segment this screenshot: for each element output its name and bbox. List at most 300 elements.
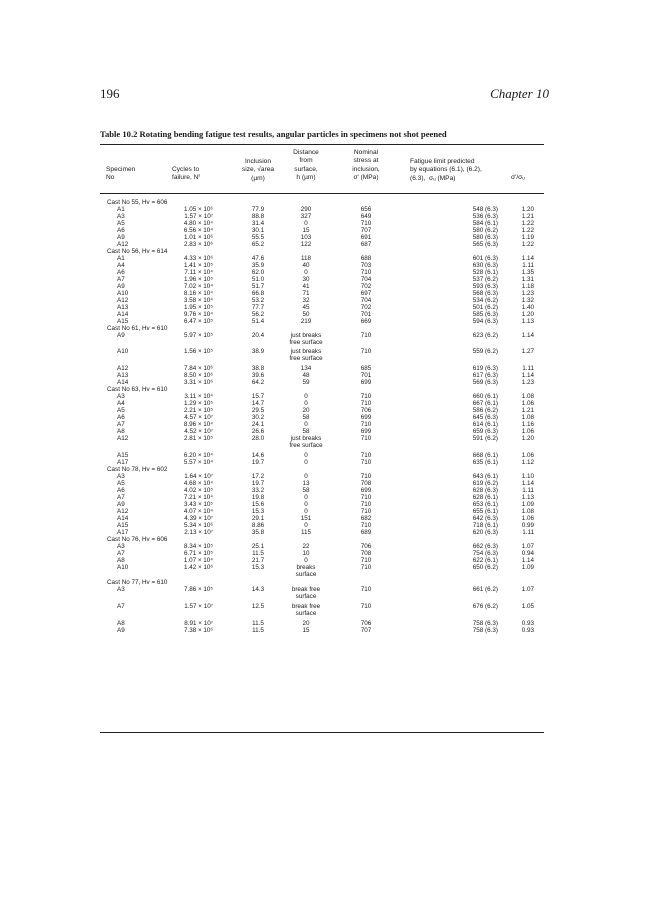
distance-note: surface: [295, 571, 317, 578]
table-row: [0, 543, 649, 550]
table-row: [0, 459, 649, 466]
ratio-cell: 1.14: [521, 331, 534, 339]
inclusion-cell: 8.86: [251, 522, 265, 529]
stress-cell: 710: [360, 564, 372, 571]
table-row: [0, 365, 649, 372]
fatigue-cell: 758 (6.3): [472, 620, 498, 627]
cycles-cell: 4.57 × 10⁷: [184, 414, 213, 421]
stress-cell: 710: [360, 603, 372, 610]
distance-cell: 0: [304, 393, 308, 400]
inclusion-cell: 35.9: [251, 261, 265, 269]
distance-cell: 22: [302, 543, 310, 550]
stress-cell: 710: [360, 219, 372, 227]
stress-cell: 710: [360, 400, 372, 407]
fatigue-cell: 565 (6.3): [472, 240, 498, 248]
inclusion-cell: 38.9: [251, 348, 265, 355]
specimen-cell: A10: [117, 564, 129, 571]
inclusion-cell: 51.0: [251, 275, 265, 283]
cycles-cell: 4.68 × 10⁴: [183, 480, 213, 487]
cycles-cell: 1.07 × 10⁴: [183, 557, 213, 564]
specimen-cell: A7: [117, 421, 125, 428]
cycles-cell: 3.58 × 10⁴: [183, 296, 213, 304]
fatigue-cell: 594 (6.3): [472, 317, 498, 325]
inclusion-cell: 51.7: [251, 282, 265, 290]
cast-group-label: Cast No 76, Hv = 606: [107, 536, 168, 543]
stress-cell: 710: [360, 452, 372, 459]
table-row: [0, 428, 649, 435]
table-row: [0, 311, 649, 318]
stress-cell: 703: [360, 261, 372, 269]
fatigue-cell: 534 (6.2): [472, 296, 498, 304]
table-row: [0, 522, 649, 529]
distance-cell: 115: [300, 529, 312, 536]
cycles-cell: 4.80 × 10⁴: [183, 219, 213, 227]
table-row: [0, 564, 649, 571]
inclusion-cell: 26.6: [251, 428, 265, 435]
cycles-cell: 2.21 × 10⁵: [183, 407, 213, 414]
cycles-cell: 3.43 × 10⁵: [183, 501, 213, 508]
cycles-cell: 8.50 × 10⁶: [183, 372, 213, 379]
ratio-cell: 1.09: [521, 564, 534, 571]
cycles-cell: 7.11 × 10⁴: [184, 268, 213, 276]
table-row: [0, 407, 649, 414]
stress-cell: 704: [360, 296, 372, 304]
specimen-cell: A12: [117, 365, 129, 372]
stress-cell: 688: [360, 254, 372, 262]
specimen-cell: A4: [117, 261, 125, 269]
inclusion-cell: 66.8: [251, 289, 265, 297]
distance-cell: breaks: [296, 564, 316, 571]
fatigue-cell: 650 (6.2): [472, 564, 498, 571]
ratio-cell: 1.35: [521, 268, 534, 276]
stress-cell: 701: [360, 372, 372, 379]
ratio-cell: 1.27: [521, 348, 534, 355]
table-row: [0, 269, 649, 276]
fatigue-cell: 661 (6.2): [472, 586, 498, 593]
specimen-cell: A6: [117, 414, 125, 421]
table-row: [0, 262, 649, 269]
stress-cell: 697: [360, 289, 372, 297]
ratio-cell: 1.22: [521, 240, 534, 248]
cycles-cell: 7.84 × 10⁶: [183, 365, 213, 372]
fatigue-cell: 580 (6.2): [472, 226, 498, 234]
specimen-cell: A9: [117, 331, 125, 339]
ratio-cell: 0.93: [521, 627, 534, 634]
inclusion-cell: 30.1: [251, 226, 265, 234]
table-row: [0, 494, 649, 501]
cycles-cell: 2.13 × 10⁷: [184, 529, 213, 536]
ratio-cell: 1.16: [521, 421, 534, 428]
fatigue-cell: 536 (6.3): [472, 212, 498, 220]
table-row: [0, 241, 649, 248]
distance-cell: 0: [304, 459, 308, 466]
fatigue-cell: 643 (6.1): [472, 473, 498, 480]
cycles-cell: 2.81 × 10⁵: [183, 435, 213, 442]
stress-cell: 689: [360, 529, 372, 536]
ratio-cell: 1.11: [522, 529, 534, 536]
inclusion-cell: 15.3: [251, 508, 265, 515]
distance-cell: 59: [302, 379, 310, 386]
cycles-cell: 1.42 × 10⁶: [183, 564, 213, 571]
table-row: [0, 487, 649, 494]
specimen-cell: A3: [117, 543, 125, 550]
stress-cell: 656: [360, 205, 372, 213]
distance-note: surface: [295, 610, 317, 617]
specimen-cell: A3: [117, 393, 125, 400]
cycles-cell: 7.38 × 10⁶: [183, 627, 213, 634]
ratio-cell: 1.20: [521, 205, 534, 213]
inclusion-cell: 77.7: [251, 303, 265, 311]
ratio-cell: 1.18: [521, 282, 534, 290]
ratio-cell: 1.14: [521, 372, 534, 379]
ratio-cell: 1.13: [521, 317, 534, 325]
inclusion-cell: 14.3: [251, 586, 265, 593]
fatigue-cell: 718 (6.1): [472, 522, 498, 529]
specimen-cell: A12: [117, 296, 129, 304]
cycles-cell: 9.76 × 10⁴: [183, 310, 213, 318]
cycles-cell: 1.57 × 10⁷: [184, 212, 213, 220]
cycles-cell: 6.71 × 10⁵: [183, 550, 213, 557]
table-row: [0, 414, 649, 421]
cycles-cell: 5.97 × 10⁵: [183, 331, 213, 339]
distance-cell: 290: [300, 205, 312, 213]
cycles-cell: 5.57 × 10⁴: [183, 459, 213, 466]
inclusion-cell: 25.1: [251, 543, 265, 550]
inclusion-cell: 14.6: [251, 452, 265, 459]
ratio-cell: 1.20: [521, 310, 534, 318]
cycles-cell: 3.11 × 10⁴: [184, 393, 213, 400]
ratio-cell: 0.94: [521, 550, 534, 557]
distance-cell: 0: [304, 501, 308, 508]
fatigue-cell: 619 (6.3): [472, 365, 498, 372]
distance-cell: 13: [302, 480, 310, 487]
col-header-fatigue: Fatigue limit predicted by equations (6.1), (6.2), (6.3), σᵤ (MPa): [410, 158, 482, 182]
inclusion-cell: 56.2: [251, 310, 265, 318]
inclusion-cell: 21.7: [251, 557, 265, 564]
distance-cell: 50: [302, 310, 310, 318]
cycles-cell: 1.29 × 10⁵: [183, 400, 213, 407]
cycles-cell: 7.02 × 10⁴: [183, 282, 213, 290]
fatigue-cell: 568 (6.3): [472, 289, 498, 297]
fatigue-cell: 754 (6.3): [472, 550, 498, 557]
table-row: [0, 603, 649, 610]
inclusion-cell: 29.1: [251, 515, 265, 522]
specimen-cell: A14: [117, 515, 129, 522]
cycles-cell: 2.83 × 10⁶: [183, 240, 213, 248]
stress-cell: 710: [360, 435, 372, 442]
specimen-cell: A7: [117, 550, 125, 557]
stress-cell: 707: [360, 627, 372, 634]
table-row: [0, 586, 649, 593]
table-row: [0, 220, 649, 227]
table-row: [0, 480, 649, 487]
specimen-cell: A6: [117, 487, 125, 494]
specimen-cell: A10: [117, 348, 129, 355]
fatigue-cell: 620 (6.3): [472, 529, 498, 536]
specimen-cell: A9: [117, 501, 125, 508]
stress-cell: 702: [360, 303, 372, 311]
stress-cell: 708: [360, 550, 372, 557]
inclusion-cell: 51.4: [251, 317, 265, 325]
distance-cell: 0: [304, 522, 308, 529]
inclusion-cell: 14.7: [251, 400, 265, 407]
stress-cell: 710: [360, 393, 372, 400]
distance-note: free surface: [289, 355, 323, 362]
ratio-cell: 1.21: [521, 212, 534, 220]
col-header-inclusion: Inclusion size, √area (µm): [241, 158, 275, 182]
stress-cell: 699: [360, 414, 372, 421]
table-row: [0, 515, 649, 522]
header-rule: [100, 193, 544, 194]
table-row: [0, 318, 649, 325]
ratio-cell: 0.93: [521, 620, 534, 627]
fatigue-cell: 593 (6.3): [472, 282, 498, 290]
stress-cell: 649: [360, 212, 372, 220]
inclusion-cell: 35.8: [251, 529, 265, 536]
inclusion-cell: 20.4: [251, 331, 265, 339]
distance-cell: just breaks: [290, 435, 322, 442]
ratio-cell: 1.14: [521, 557, 534, 564]
specimen-cell: A17: [117, 529, 129, 536]
cast-group-label: Cast No 55, Hv = 606: [107, 199, 168, 206]
table-row: [0, 234, 649, 241]
inclusion-cell: 11.5: [252, 550, 264, 557]
stress-cell: 710: [360, 557, 372, 564]
fatigue-cell: 628 (6.3): [472, 487, 498, 494]
ratio-cell: 1.20: [521, 435, 534, 442]
ratio-cell: 1.06: [521, 452, 534, 459]
table-row: [0, 620, 649, 627]
bottom-rule: [100, 732, 544, 733]
fatigue-cell: 585 (6.3): [472, 310, 498, 318]
table-row: [0, 227, 649, 234]
cycles-cell: 1.96 × 10⁵: [183, 275, 213, 283]
fatigue-cell: 662 (6.3): [472, 543, 498, 550]
table-row: [0, 379, 649, 386]
distance-note: free surface: [289, 442, 323, 449]
ratio-cell: 1.22: [521, 226, 534, 234]
cast-group-label: Cast No 63, Hv = 610: [107, 386, 168, 393]
stress-cell: 710: [360, 494, 372, 501]
stress-cell: 708: [360, 480, 372, 487]
fatigue-cell: 586 (6.2): [472, 407, 498, 414]
fatigue-cell: 528 (6.1): [472, 268, 498, 276]
specimen-cell: A14: [117, 310, 129, 318]
stress-cell: 710: [360, 331, 372, 339]
specimen-cell: A13: [117, 303, 129, 311]
distance-cell: 58: [302, 428, 310, 435]
ratio-cell: 1.12: [521, 459, 534, 466]
table-row: [0, 206, 649, 213]
ratio-cell: 1.32: [521, 296, 534, 304]
distance-cell: 0: [304, 557, 308, 564]
distance-cell: 0: [304, 494, 308, 501]
inclusion-cell: 17.2: [251, 473, 265, 480]
col-header-ratio: σ'/σᵤ: [511, 174, 525, 181]
col-header-specimen: Specimen No: [106, 166, 136, 182]
cycles-cell: 1.41 × 10⁵: [183, 261, 213, 269]
distance-cell: break free: [291, 586, 321, 593]
distance-cell: 15: [302, 226, 310, 234]
inclusion-cell: 19.7: [251, 480, 265, 487]
inclusion-cell: 30.2: [251, 414, 265, 421]
cycles-cell: 1.64 × 10⁷: [184, 473, 213, 480]
distance-cell: 103: [300, 233, 312, 241]
fatigue-cell: 584 (6.1): [472, 219, 498, 227]
ratio-cell: 1.13: [521, 494, 534, 501]
inclusion-cell: 11.5: [252, 627, 264, 634]
fatigue-cell: 676 (6.2): [472, 603, 498, 610]
inclusion-cell: 38.8: [251, 365, 265, 372]
ratio-cell: 1.09: [521, 501, 534, 508]
fatigue-cell: 667 (6.1): [472, 400, 498, 407]
inclusion-cell: 15.6: [251, 501, 265, 508]
inclusion-cell: 19.7: [251, 459, 265, 466]
specimen-cell: A5: [117, 219, 125, 227]
inclusion-cell: 47.6: [251, 254, 265, 262]
ratio-cell: 1.07: [521, 586, 534, 593]
stress-cell: 704: [360, 275, 372, 283]
cycles-cell: 4.39 × 10⁷: [184, 515, 213, 522]
inclusion-cell: 24.1: [251, 421, 265, 428]
stress-cell: 687: [360, 240, 372, 248]
cycles-cell: 4.52 × 10⁷: [184, 428, 213, 435]
cast-group-label: Cast No 61, Hv = 610: [107, 324, 168, 332]
distance-cell: 219: [300, 317, 312, 325]
ratio-cell: 1.11: [522, 365, 534, 372]
fatigue-cell: 659 (6.3): [472, 428, 498, 435]
stress-cell: 710: [360, 348, 372, 355]
table-row: [0, 213, 649, 220]
stress-cell: 702: [360, 282, 372, 290]
stress-cell: 710: [360, 421, 372, 428]
ratio-cell: 1.07: [521, 543, 534, 550]
distance-note: surface: [295, 593, 317, 600]
stress-cell: 701: [360, 310, 372, 318]
cycles-cell: 6.56 × 10⁴: [183, 226, 213, 234]
stress-cell: 710: [360, 473, 372, 480]
fatigue-cell: 655 (6.1): [472, 508, 498, 515]
table-row: [0, 627, 649, 634]
page-number: 196: [100, 86, 120, 101]
specimen-cell: A8: [117, 620, 125, 627]
stress-cell: 706: [360, 543, 372, 550]
fatigue-cell: 559 (6.2): [472, 348, 498, 355]
ratio-cell: 0.99: [521, 522, 534, 529]
ratio-cell: 1.05: [521, 603, 534, 610]
table-row: [0, 452, 649, 459]
inclusion-cell: 11.5: [252, 620, 264, 627]
inclusion-cell: 77.9: [251, 205, 265, 213]
distance-cell: 0: [304, 508, 308, 515]
distance-cell: 0: [304, 400, 308, 407]
fatigue-cell: 501 (6.2): [472, 303, 498, 311]
cycles-cell: 1.56 × 10⁵: [183, 348, 213, 355]
distance-cell: 15: [302, 627, 310, 634]
stress-cell: 691: [360, 233, 372, 241]
table-row: [0, 276, 649, 283]
table-row: [0, 255, 649, 262]
specimen-cell: A5: [117, 407, 125, 414]
cast-group-label: Cast No 78, Hv = 602: [107, 466, 168, 473]
distance-cell: 0: [304, 421, 308, 428]
top-rule: [100, 144, 544, 145]
fatigue-cell: 660 (6.1): [472, 393, 498, 400]
specimen-cell: A12: [117, 435, 129, 442]
table-caption: Table 10.2 Rotating bending fatigue test results, angular particles in specimens not shot peened: [100, 129, 447, 139]
cast-group-label: Cast No 56, Hv = 614: [107, 247, 168, 255]
inclusion-cell: 88.8: [251, 212, 265, 220]
inclusion-cell: 64.2: [251, 379, 265, 386]
specimen-cell: A9: [117, 282, 125, 290]
cycles-cell: 4.07 × 10⁴: [183, 508, 213, 515]
table-row: [0, 508, 649, 515]
distance-cell: 58: [302, 414, 310, 421]
specimen-cell: A4: [117, 400, 125, 407]
specimen-cell: A8: [117, 428, 125, 435]
cycles-cell: 7.86 × 10⁵: [183, 586, 213, 593]
fatigue-cell: 601 (6.3): [472, 254, 498, 262]
distance-cell: 151: [300, 515, 312, 522]
table-row: [0, 550, 649, 557]
distance-cell: 0: [304, 473, 308, 480]
specimen-cell: A15: [117, 452, 129, 459]
ratio-cell: 1.06: [521, 515, 534, 522]
stress-cell: 710: [360, 508, 372, 515]
inclusion-cell: 29.5: [251, 407, 265, 414]
distance-cell: 40: [302, 261, 310, 269]
cast-group-label: Cast No 77, Hv = 610: [107, 579, 168, 586]
ratio-cell: 1.06: [521, 400, 534, 407]
table-row: [0, 283, 649, 290]
specimen-cell: A7: [117, 275, 125, 283]
specimen-cell: A12: [117, 508, 129, 515]
table-row: [0, 304, 649, 311]
table-row: [0, 348, 649, 355]
col-header-distance: Distance from surface, h (µm): [293, 149, 319, 182]
stress-cell: 710: [360, 459, 372, 466]
specimen-cell: A8: [117, 557, 125, 564]
cycles-cell: 1.57 × 10⁷: [184, 603, 213, 610]
table-row: [0, 501, 649, 508]
table-row: [0, 332, 649, 339]
table-row: [0, 435, 649, 442]
ratio-cell: 1.10: [521, 473, 534, 480]
cycles-cell: 8.96 × 10⁴: [183, 421, 213, 428]
cycles-cell: 6.20 × 10⁴: [183, 452, 213, 459]
fatigue-cell: 548 (6.3): [472, 205, 498, 213]
distance-cell: just breaks: [290, 331, 322, 339]
fatigue-cell: 645 (6.3): [472, 414, 498, 421]
distance-cell: 58: [302, 487, 310, 494]
distance-note: free surface: [289, 338, 323, 346]
distance-cell: 134: [300, 365, 312, 372]
fatigue-cell: 617 (6.3): [472, 372, 498, 379]
stress-cell: 710: [360, 268, 372, 276]
specimen-cell: A3: [117, 473, 125, 480]
cycles-cell: 3.31 × 10⁶: [183, 379, 213, 386]
stress-cell: 699: [360, 487, 372, 494]
ratio-cell: 1.21: [521, 407, 534, 414]
inclusion-cell: 15.7: [251, 393, 265, 400]
stress-cell: 710: [360, 501, 372, 508]
cycles-cell: 7.21 × 10⁴: [183, 494, 213, 501]
stress-cell: 710: [360, 522, 372, 529]
ratio-cell: 1.08: [521, 508, 534, 515]
stress-cell: 699: [360, 379, 372, 386]
chapter-title: Chapter 10: [490, 86, 549, 101]
fatigue-cell: 622 (6.1): [472, 557, 498, 564]
